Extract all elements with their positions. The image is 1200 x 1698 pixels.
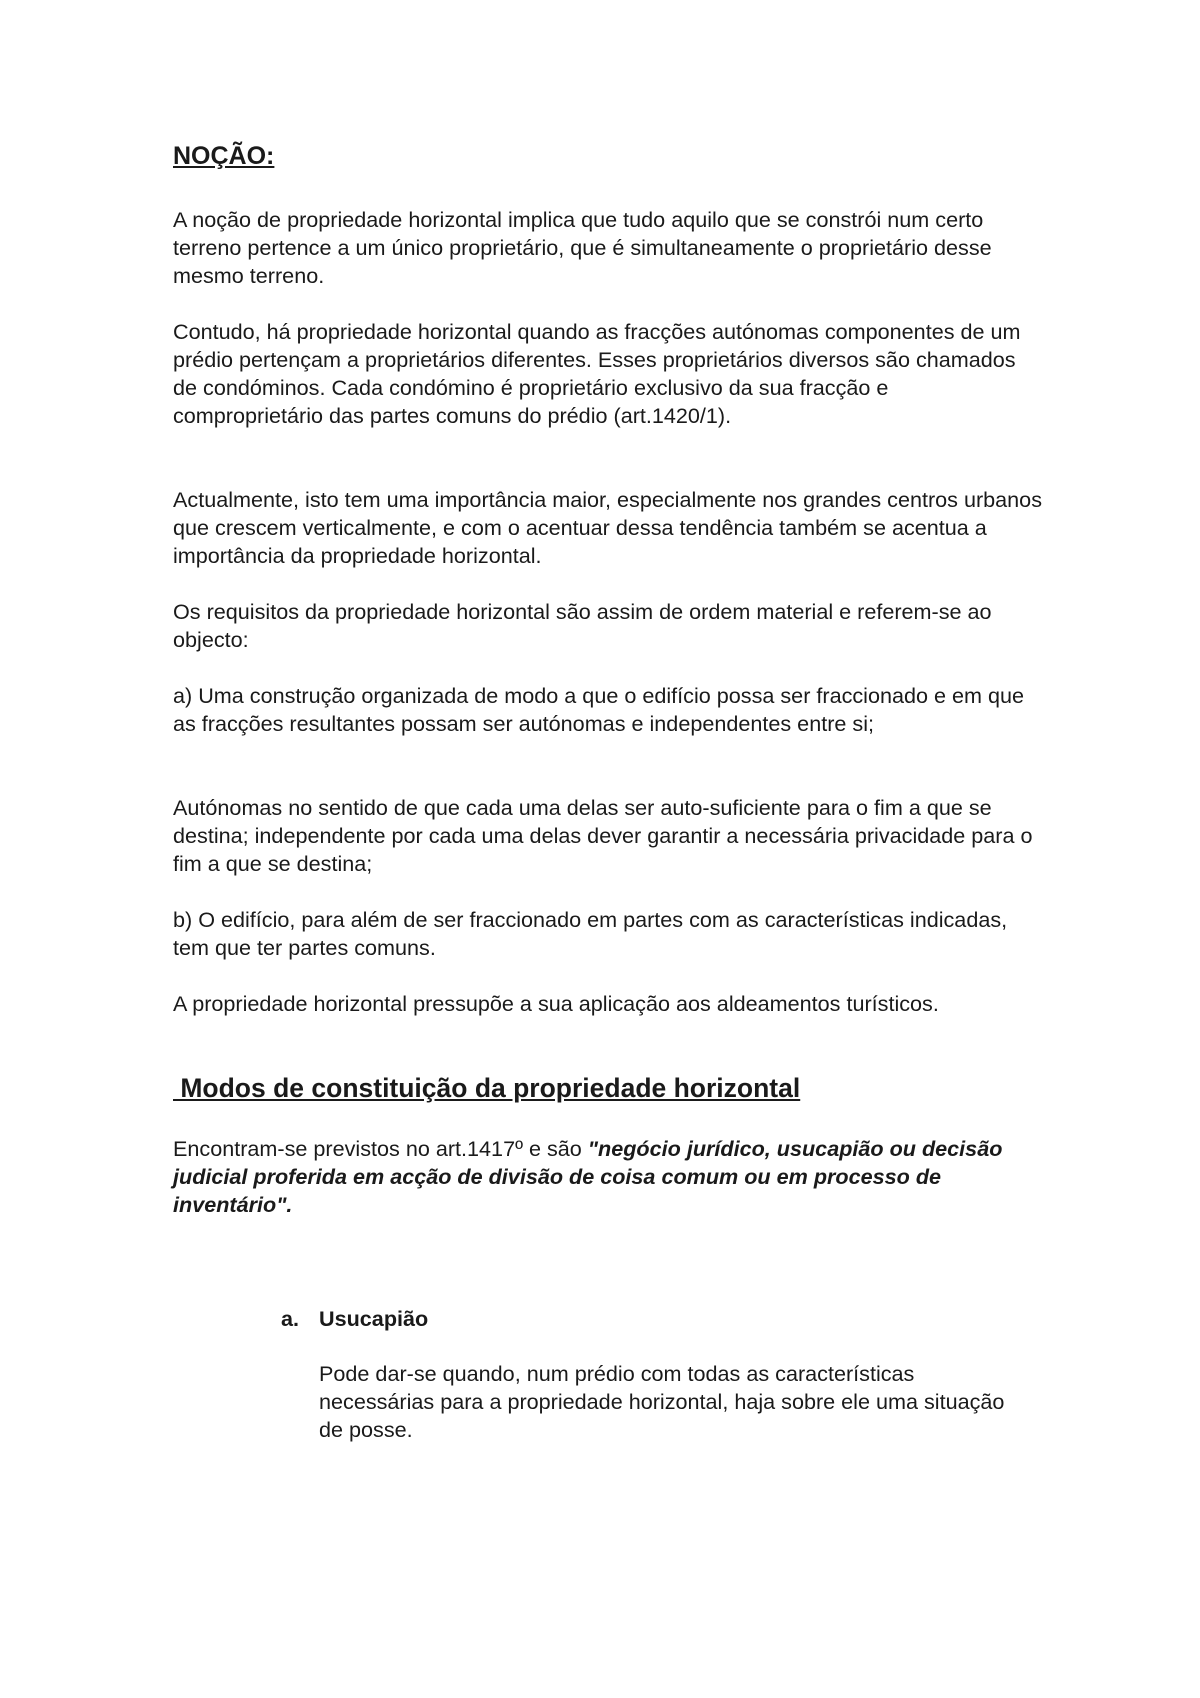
paragraph-8: A propriedade horizontal pressupõe a sua aplicação aos aldeamentos turísticos. (173, 991, 939, 1016)
section-intro-text: Encontram-se previstos no art.1417º e são (173, 1136, 588, 1161)
section-title: Modos de constituição da propriedade horizontal (173, 1073, 801, 1103)
paragraph-3: Actualmente, isto tem uma importância maior, especialmente nos grandes centros urbanos que crescem verticalmente, e com o acentuar dessa tendência também se acentua a importância da propriedade horizontal. (173, 487, 1042, 568)
paragraph-7: b) O edifício, para além de ser fraccionado em partes com as características indicadas, tem que ter partes comuns. (173, 907, 1008, 960)
list-item-label: Usucapião (319, 1306, 429, 1331)
list-item-body: Pode dar-se quando, num prédio com todas as características necessárias para a propriedade horizontal, haja sobre ele uma situação de posse. (319, 1361, 1005, 1442)
section-intro-emphasis: "negócio jurídico, usucapião ou decisão judicial proferida em acção de divisão de coisa comum ou em processo de inventário". (173, 1136, 1003, 1217)
paragraph-1: A noção de propriedade horizontal implica que tudo aquilo que se constrói num certo terreno pertence a um único proprietário, que é simultaneamente o proprietário desse mesmo terreno. (173, 207, 992, 288)
heading-nocao: NOÇÃO: (173, 142, 275, 170)
list-item-usucapiao (281, 1305, 428, 1333)
paragraph-2: Contudo, há propriedade horizontal quando as fracções autónomas componentes de um prédio pertençam a proprietários diferentes. Esses proprietários diversos são chamados de condóminos. Cada condómino é proprietário exclusivo da sua fracção e comproprietário das partes comuns do prédio (art.1420/1). (173, 319, 1021, 428)
paragraph-5: a) Uma construção organizada de modo a que o edifício possa ser fraccionado e em que as fracções resultantes possam ser autónomas e independentes entre si; (173, 683, 1025, 736)
list-marker: a. (281, 1306, 300, 1331)
paragraph-4: Os requisitos da propriedade horizontal são assim de ordem material e referem-se ao objecto: (173, 599, 992, 652)
paragraph-6: Autónomas no sentido de que cada uma delas ser auto-suficiente para o fim a que se destina; independente por cada uma delas dever garantir a necessária privacidade para o fim a que se destina; (173, 795, 1033, 876)
section-intro (173, 1135, 1043, 1219)
